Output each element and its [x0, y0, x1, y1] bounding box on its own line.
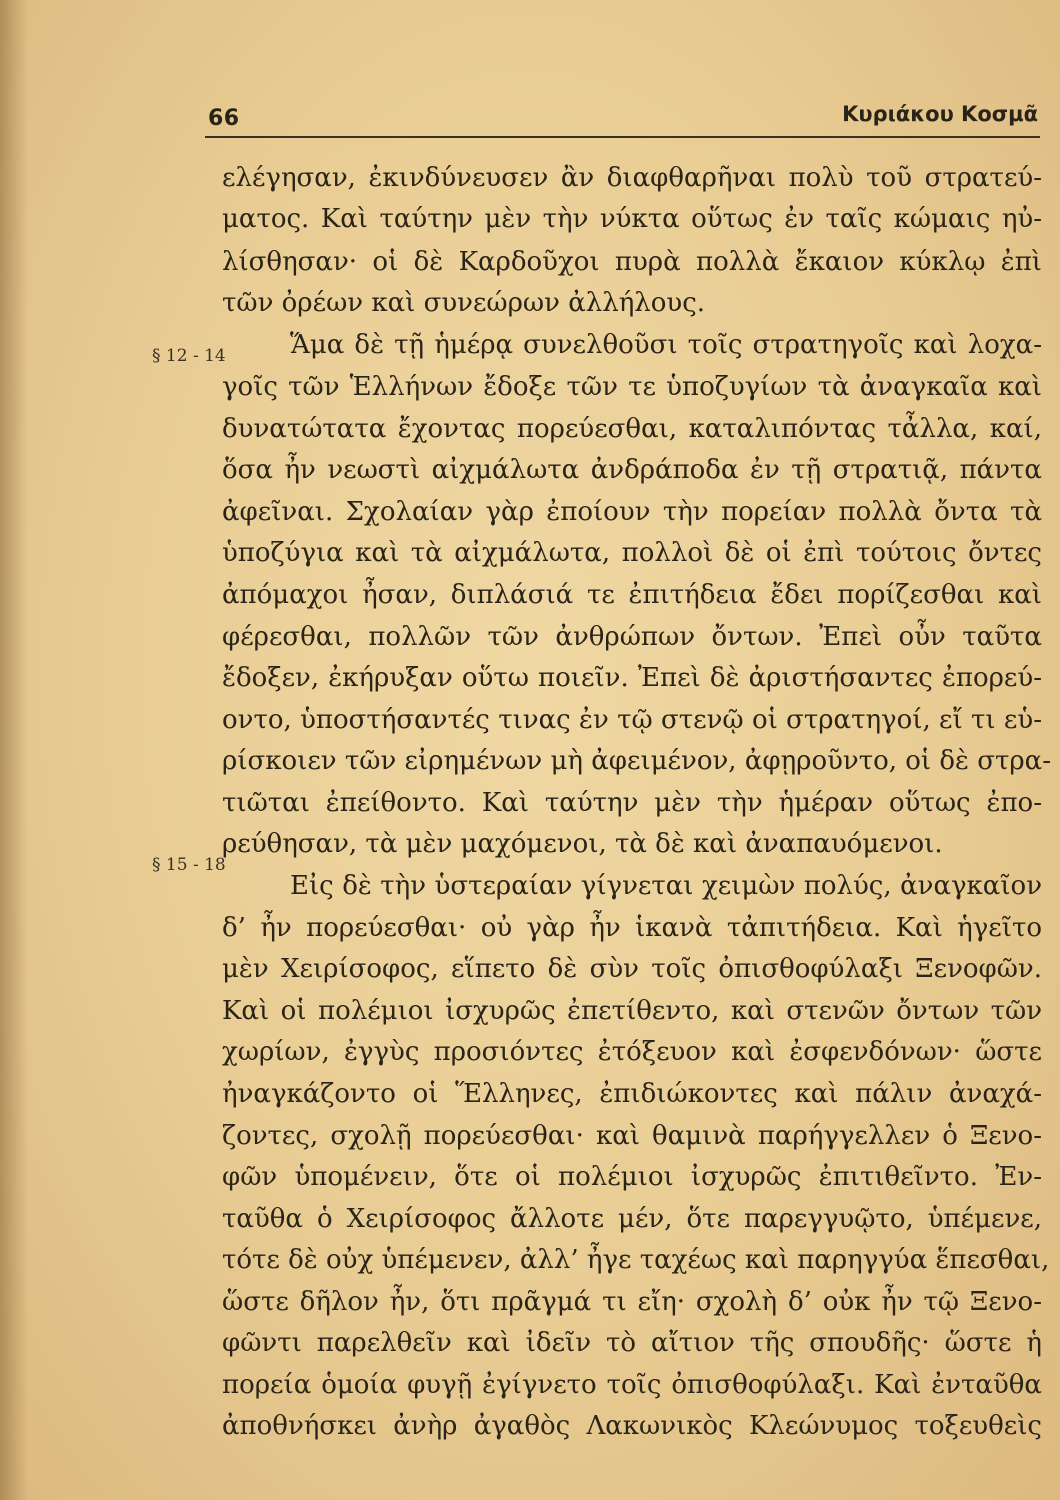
text-line: ελέγησαν, ἐκινδύνευσεν ἂν διαφθαρῆναι πολὺ τοῦ στρατεύ- [222, 163, 1042, 193]
text-line: μὲν Χειρίσοφος, εἵπετο δὲ σὺν τοῖς ὀπισθοφύλαξι Ξενοφῶν. [222, 954, 1042, 984]
text-line: γοῖς τῶν Ἑλλήνων ἔδοξε τῶν τε ὑποζυγίων τὰ ἀναγκαῖα καὶ [222, 372, 1042, 402]
text-line: ὥστε δῆλον ἦν, ὅτι πρᾶγμά τι εἴη· σχολὴ δ’ οὐκ ἦν τῷ Ξενο- [222, 1287, 1042, 1317]
text-line: πορεία ὁμοία φυγῇ ἐγίγνετο τοῖς ὀπισθοφύλαξι. Καὶ ἐνταῦθα [222, 1370, 1042, 1400]
text-line: Ἅμα δὲ τῇ ἡμέρᾳ συνελθοῦσι τοῖς στρατηγοῖς καὶ λοχα- [290, 330, 1042, 360]
page-number: 66 [208, 106, 240, 131]
text-line: φῶντι παρελθεῖν καὶ ἰδεῖν τὸ αἴτιον τῆς σπουδῆς· ὥστε ἡ [222, 1328, 1042, 1358]
text-line: ἀποθνήσκει ἀνὴρ ἀγαθὸς Λακωνικὸς Κλεώνυμος τοξευθεὶς [222, 1411, 1042, 1441]
text-line: ὑποζύγια καὶ τὰ αἰχμάλωτα, πολλοὶ δὲ οἱ ἐπὶ τούτοις ὄντες [222, 538, 1042, 568]
text-line: ζοντες, σχολῇ πορεύεσθαι· καὶ θαμινὰ παρήγγελλεν ὁ Ξενο- [222, 1121, 1042, 1151]
text-line: τῶν ὀρέων καὶ συνεώρων ἀλλήλους. [222, 288, 706, 318]
text-line: ρίσκοιεν τῶν εἰρημένων μὴ ἀφειμένον, ἀφῃροῦντο, οἱ δὲ στρα- [222, 746, 1052, 776]
spine-shadow [0, 0, 28, 1500]
text-line: ρεύθησαν, τὰ μὲν μαχόμενοι, τὰ δὲ καὶ ἀναπαυόμενοι. [222, 829, 943, 859]
section-marker: § 15 - 18 [152, 855, 226, 875]
text-line: ματος. Καὶ ταύτην μὲν τὴν νύκτα οὕτως ἐν ταῖς κώμαις ηὐ- [222, 204, 1042, 234]
text-line: ὅσα ἦν νεωστὶ αἰχμάλωτα ἀνδράποδα ἐν τῇ στρατιᾷ, πάντα [222, 455, 1042, 485]
text-line: φέρεσθαι, πολλῶν τῶν ἀνθρώπων ὄντων. Ἐπεὶ οὖν ταῦτα [222, 622, 1042, 652]
section-marker: § 12 - 14 [152, 346, 226, 366]
text-line: χωρίων, ἐγγὺς προσιόντες ἐτόξευον καὶ ἐσφενδόνων· ὥστε [222, 1037, 1042, 1067]
text-line: δυνατώτατα ἔχοντας πορεύεσθαι, καταλιπόντας τἆλλα, καί, [222, 414, 1042, 444]
text-line: Εἰς δὲ τὴν ὑστεραίαν γίγνεται χειμὼν πολύς, ἀναγκαῖον [290, 871, 1042, 901]
text-line: ἔδοξεν, ἐκήρυξαν οὕτω ποιεῖν. Ἐπεὶ δὲ ἀριστήσαντες ἐπορεύ- [222, 663, 1042, 693]
header-rule [205, 136, 1040, 138]
text-line: ταῦθα ὁ Χειρίσοφος ἄλλοτε μέν, ὅτε παρεγγυῷτο, ὑπέμενε, [222, 1204, 1042, 1234]
text-line: Καὶ οἱ πολέμιοι ἰσχυρῶς ἐπετίθεντο, καὶ στενῶν ὄντων τῶν [222, 996, 1042, 1026]
text-line: οντο, ὑποστήσαντές τινας ἐν τῷ στενῷ οἱ στρατηγοί, εἴ τι εὑ- [222, 705, 1042, 735]
text-line: δ’ ἦν πορεύεσθαι· οὐ γὰρ ἦν ἱκανὰ τἀπιτήδεια. Καὶ ἡγεῖτο [222, 913, 1042, 943]
text-line: ἀπόμαχοι ἦσαν, διπλάσιά τε ἐπιτήδεια ἔδει πορίζεσθαι καὶ [222, 580, 1042, 610]
text-line: τιῶται ἐπείθοντο. Καὶ ταύτην μὲν τὴν ἡμέραν οὕτως ἐπο- [222, 788, 1042, 818]
text-line: λίσθησαν· οἱ δὲ Καρδοῦχοι πυρὰ πολλὰ ἔκαιον κύκλῳ ἐπὶ [222, 247, 1042, 277]
text-line: ἀφεῖναι. Σχολαίαν γὰρ ἐποίουν τὴν πορείαν πολλὰ ὄντα τὰ [222, 497, 1042, 527]
text-line: τότε δὲ οὐχ ὑπέμενεν, ἀλλ’ ἦγε ταχέως καὶ παρηγγύα ἕπεσθαι, [222, 1245, 1050, 1275]
text-line: ἠναγκάζοντο οἱ Ἕλληνες, ἐπιδιώκοντες καὶ πάλιν ἀναχά- [222, 1079, 1042, 1109]
running-head: Κυριάκου Κοσμᾶ [842, 102, 1038, 126]
text-line: φῶν ὑπομένειν, ὅτε οἱ πολέμιοι ἰσχυρῶς ἐπιτιθεῖντο. Ἐν- [222, 1162, 1042, 1192]
